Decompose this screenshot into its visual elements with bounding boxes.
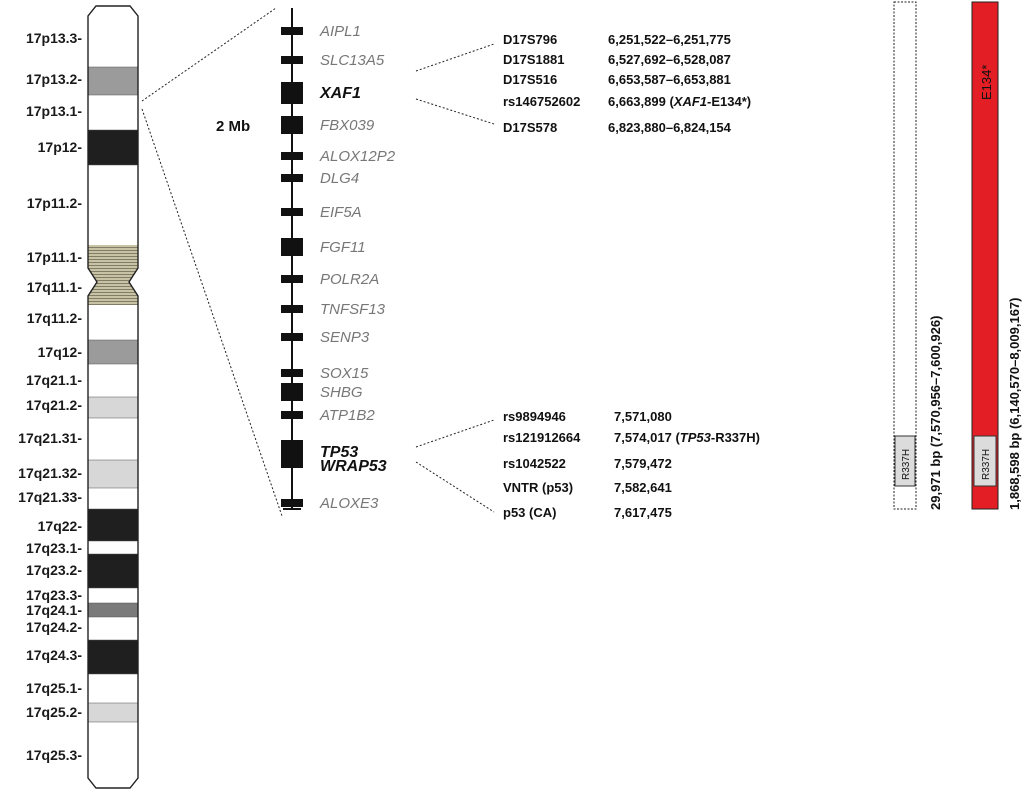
band-17q21.33 xyxy=(88,488,138,509)
band-label: 17q23.1- xyxy=(25,540,82,556)
band-label: 17q25.2- xyxy=(25,704,82,720)
band-17q23.3 xyxy=(88,588,138,603)
gene-mark-polr2a xyxy=(281,275,303,283)
gene-mark-shbg xyxy=(281,383,303,401)
gene-map xyxy=(216,8,396,512)
band-17q25.1 xyxy=(88,674,138,703)
gene-mark-alox12p2 xyxy=(281,152,303,160)
band-17p11.1 xyxy=(88,245,138,282)
chromosome-17-ideogram xyxy=(18,6,138,788)
band-label: 17q11.2- xyxy=(26,310,82,326)
gene-mark-xaf1 xyxy=(281,82,303,104)
marker-connectors xyxy=(416,44,494,512)
gene-label-fgf11: FGF11 xyxy=(320,239,366,256)
band-17p13.3 xyxy=(88,6,138,67)
gene-mark-aipl1 xyxy=(281,27,303,35)
gene-mark-tp53 xyxy=(281,440,303,464)
gene-mark-slc13a5 xyxy=(281,56,303,64)
zoom-line-top xyxy=(142,8,276,101)
xaf1-marker-id: D17S516 xyxy=(503,72,558,87)
haplotype-1 xyxy=(894,2,943,510)
gene-label-wrap53: WRAP53 xyxy=(320,458,387,475)
band-label: 17q23.2- xyxy=(25,562,82,578)
gene-label-eif5a: EIF5A xyxy=(320,204,362,221)
band-label: 17q21.1- xyxy=(25,372,82,388)
band-17q24.1 xyxy=(88,603,138,617)
band-label: 17q21.33- xyxy=(18,489,82,505)
gene-mark-fbx039 xyxy=(281,116,303,134)
gene-mark-eif5a xyxy=(281,208,303,216)
gene-label-aipl1: AIPL1 xyxy=(320,23,361,40)
band-label: 17p13.2- xyxy=(25,71,82,87)
gene-mark-fgf11 xyxy=(281,238,303,256)
tp53-marker-position: 7,571,080 xyxy=(614,409,672,424)
xaf1-marker-id: rs146752602 xyxy=(503,94,581,109)
band-17p13.2 xyxy=(88,67,138,95)
band-label: 17p13.1- xyxy=(25,103,82,119)
connector-tp53-top xyxy=(416,420,494,447)
gene-mark-atp1b2 xyxy=(281,411,303,419)
xaf1-marker-position: 6,527,692–6,528,087 xyxy=(608,52,731,67)
xaf1-marker-position: 6,653,587–6,653,881 xyxy=(608,72,731,87)
band-17q11.2 xyxy=(88,305,138,340)
band-17p11.2 xyxy=(88,165,138,245)
xaf1-marker-position: 6,823,880–6,824,154 xyxy=(608,120,731,135)
band-label: 17q11.1- xyxy=(26,279,82,295)
zoom-projection-lines xyxy=(142,8,282,516)
xaf1-marker-id: D17S796 xyxy=(503,32,558,47)
gene-mark-tnfsf13 xyxy=(281,305,303,313)
gene-label-polr2a: POLR2A xyxy=(320,271,380,288)
band-17q21.2 xyxy=(88,397,138,418)
band-17q24.2 xyxy=(88,617,138,640)
band-17q25.2 xyxy=(88,703,138,722)
band-label: 17p13.3- xyxy=(25,30,82,46)
tp53-marker-id: rs121912664 xyxy=(503,430,581,445)
markers-tp53-region xyxy=(503,409,760,520)
tp53-marker-position: 7,579,472 xyxy=(614,456,672,471)
tp53-marker-position: 7,617,475 xyxy=(614,505,672,520)
band-label: 17q25.1- xyxy=(25,680,82,696)
gene-label-tnfsf13: TNFSF13 xyxy=(320,301,386,318)
gene-mark-senp3 xyxy=(281,333,303,341)
band-label: 17q12- xyxy=(37,344,82,360)
zoom-line-bottom xyxy=(142,109,282,516)
connector-tp53-bottom xyxy=(416,462,494,512)
xaf1-marker-position: 6,663,899 (XAF1-E134*) xyxy=(608,94,752,109)
haplotype-1-variant-tag: R337H xyxy=(901,448,912,480)
band-17q23.1 xyxy=(88,541,138,554)
gene-label-alox12p2: ALOX12P2 xyxy=(320,148,396,165)
band-label: 17q21.2- xyxy=(25,397,82,413)
band-label: 17q24.3- xyxy=(25,647,82,663)
band-label: 17q24.1- xyxy=(25,602,82,618)
tp53-marker-position: 7,574,017 (TP53-R337H) xyxy=(614,430,760,445)
gene-mark-aloxe3 xyxy=(281,499,303,507)
gene-mark-sox15 xyxy=(281,369,303,377)
tp53-marker-id: rs1042522 xyxy=(503,456,566,471)
gene-label-atp1b2: ATP1B2 xyxy=(320,407,375,424)
haplotype-2 xyxy=(972,2,1022,510)
band-17p13.1 xyxy=(88,95,138,130)
band-17q21.31 xyxy=(88,418,138,460)
gene-label-fbx039: FBX039 xyxy=(320,117,375,134)
band-label: 17q25.3- xyxy=(25,747,82,763)
band-label: 17p11.2- xyxy=(26,195,82,211)
tp53-marker-id: rs9894946 xyxy=(503,409,566,424)
connector-xaf1-bottom xyxy=(416,99,494,124)
scale-label: 2 Mb xyxy=(216,118,251,135)
gene-label-senp3: SENP3 xyxy=(320,329,370,346)
band-label: 17q24.2- xyxy=(25,619,82,635)
gene-mark-wrap53 xyxy=(281,463,303,468)
gene-label-slc13a5: SLC13A5 xyxy=(320,52,385,69)
band-17p12 xyxy=(88,130,138,165)
band-label: 17q22- xyxy=(37,518,82,534)
gene-label-aloxe3: ALOXE3 xyxy=(320,495,379,512)
band-label: 17q21.31- xyxy=(18,430,82,446)
band-17q25.3 xyxy=(88,722,138,788)
haplotype-2-e134-label: E134* xyxy=(979,64,994,100)
haplotype-1-bar xyxy=(894,2,916,509)
band-17q12 xyxy=(88,340,138,364)
band-labels xyxy=(18,30,82,763)
haplotype-2-span-label: 1,868,598 bp (6,140,570–8,009,167) xyxy=(1007,297,1022,510)
haplotype-1-span-label: 29,971 bp (7,570,956–7,600,926) xyxy=(928,315,943,510)
band-17q21.32 xyxy=(88,460,138,488)
band-17q23.2 xyxy=(88,554,138,588)
band-17q22 xyxy=(88,509,138,541)
band-label: 17p12- xyxy=(37,139,82,155)
tp53-marker-id: p53 (CA) xyxy=(503,505,557,520)
band-17q21.1 xyxy=(88,364,138,397)
tp53-marker-position: 7,582,641 xyxy=(614,480,672,495)
band-17q24.3 xyxy=(88,640,138,674)
xaf1-marker-position: 6,251,522–6,251,775 xyxy=(608,32,731,47)
gene-label-tp53: TP53 xyxy=(320,444,359,461)
markers-xaf1-region xyxy=(503,32,751,135)
band-label: 17q21.32- xyxy=(18,465,82,481)
xaf1-marker-id: D17S1881 xyxy=(503,52,565,67)
chromosome-bands xyxy=(88,6,138,788)
connector-xaf1-top xyxy=(416,44,494,71)
band-label: 17p11.1- xyxy=(26,249,82,265)
haplotype-2-variant-tag: R337H xyxy=(981,448,992,480)
gene-label-xaf1: XAF1 xyxy=(320,85,361,102)
gene-label-shbg: SHBG xyxy=(320,384,363,401)
band-label: 17q23.3- xyxy=(25,587,82,603)
tp53-marker-id: VNTR (p53) xyxy=(503,480,574,495)
xaf1-marker-id: D17S578 xyxy=(503,120,558,135)
gene-labels xyxy=(319,23,396,512)
gene-label-dlg4: DLG4 xyxy=(320,170,360,187)
gene-label-sox15: SOX15 xyxy=(320,365,369,382)
gene-mark-dlg4 xyxy=(281,174,303,182)
